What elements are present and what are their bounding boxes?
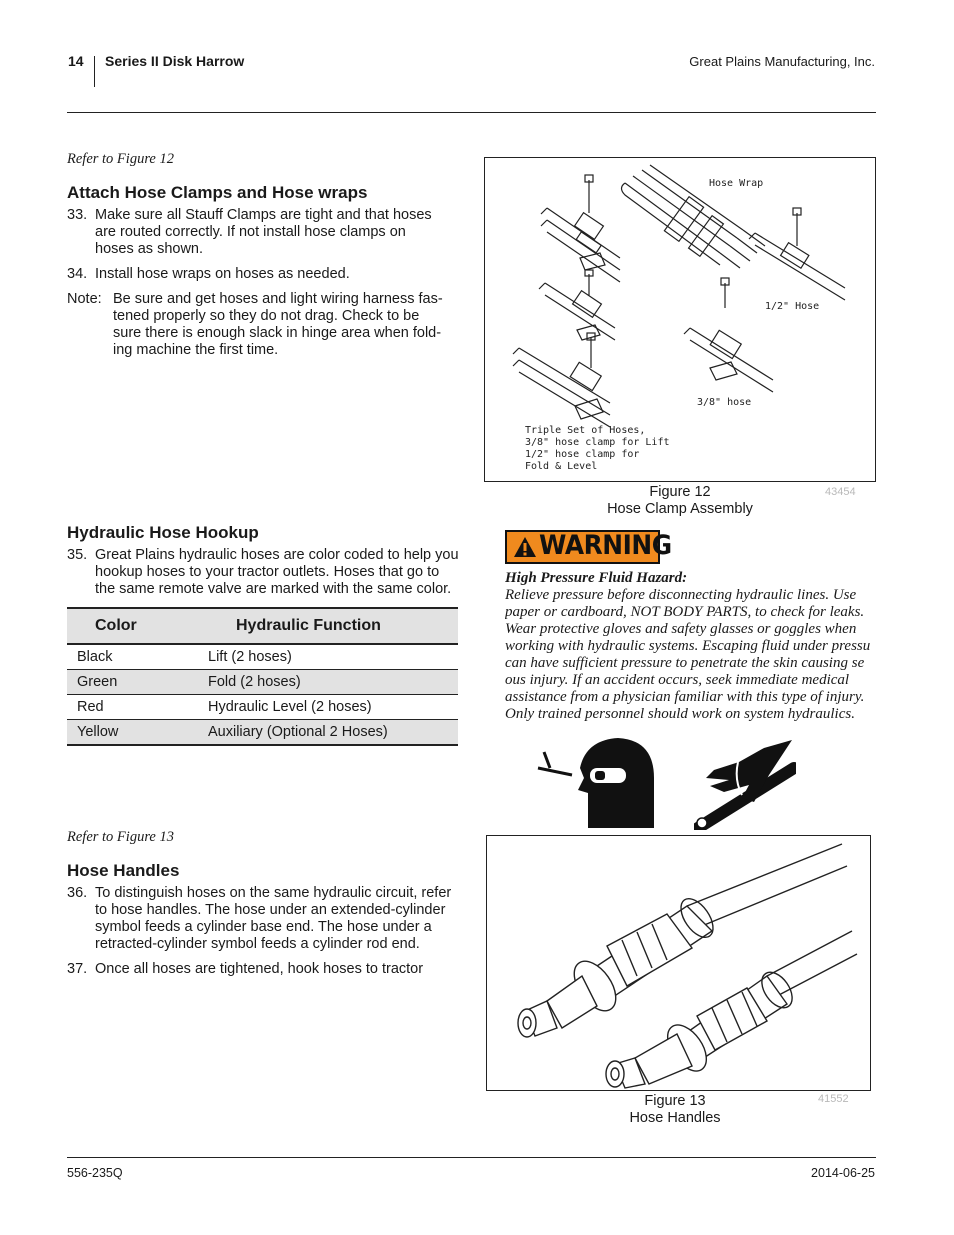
page-number: 14 (68, 53, 84, 69)
table-row: Yellow Auxiliary (Optional 2 Hoses) (67, 720, 458, 746)
document-title: Series II Disk Harrow (105, 53, 245, 69)
warning-badge: WARNING (505, 530, 660, 564)
footer-rule (67, 1157, 876, 1158)
figure-12-caption: Figure 12 Hose Clamp Assembly (607, 484, 753, 517)
figure-12-id: 43454 (825, 486, 856, 498)
svg-text:3/8" hose clamp for Lift: 3/8" hose clamp for Lift (525, 437, 670, 448)
refer-figure-13: Refer to Figure 13 (67, 829, 174, 845)
figure-13-hose-handles (486, 835, 871, 1091)
table-row: Green Fold (2 hoses) (67, 670, 458, 695)
company-name: Great Plains Manufacturing, Inc. (689, 54, 875, 69)
label-hose-wrap: Hose Wrap (709, 178, 764, 189)
hydraulic-color-table (67, 607, 458, 746)
figure-13-id: 41552 (818, 1093, 849, 1105)
table-row: Black Lift (2 hoses) (67, 644, 458, 670)
warning-text: High Pressure Fluid Hazard: Relieve pressure before disconnecting hydraulic lines. Use paper or cardboard, NOT BODY PARTS, to check for leaks. Wear protective gloves and safety glasses or goggles when working with hydraulic systems. Escaping fluid under pressu can have sufficient pressure to penetrate the skin causing se ous injury. If an accident occurs, seek immediate medical assistance from a physician familiar with this type of injury. Only trained personnel should work on system hydraulics. (505, 570, 871, 722)
step-34: 34. Install hose wraps on hoses as needed. (67, 266, 350, 282)
heading-hydraulic-hose-hookup: Hydraulic Hose Hookup (67, 523, 259, 542)
heading-hose-clamps: Attach Hose Clamps and Hose wraps (67, 183, 368, 202)
table-header-row (67, 608, 458, 644)
header-color: Color (67, 608, 208, 644)
figure-12-hose-clamp-assembly (484, 157, 876, 482)
step-37: 37. Once all hoses are tightened, hook hoses to tractor (67, 961, 424, 977)
hand-leak-icon (694, 740, 796, 830)
label-half-hose: 1/2" Hose (765, 301, 820, 312)
header-function: Hydraulic Function (208, 608, 458, 644)
header-divider (94, 56, 95, 87)
doc-number: 556-235Q (67, 1166, 123, 1180)
svg-text:1/2" hose clamp for: 1/2" hose clamp for (525, 449, 640, 460)
hose-handles-drawing (487, 836, 870, 1090)
step-35: 35. Great Plains hydraulic hoses are color coded to help you hookup hoses to your tractor outlets. Hoses that go to the same remote valve are marked with the same color. (67, 547, 459, 597)
heading-hose-handles: Hose Handles (67, 861, 180, 880)
step-36: 36. To distinguish hoses on the same hydraulic circuit, refer to hose handles. The hose under an extended-cylinder symbol feeds a cylinder base end. The hose under a retracted-cylinder symbol feeds a cylinder rod end. (67, 885, 452, 952)
table-row: Red Hydraulic Level (2 hoses) (67, 695, 458, 720)
hose-clamp-drawing (485, 158, 875, 481)
svg-text:Triple Set of Hoses,: Triple Set of Hoses, (525, 425, 646, 436)
label-three-eighths-hose: 3/8" hose (697, 397, 752, 408)
doc-date: 2014-06-25 (811, 1166, 875, 1180)
svg-text:Fold & Level: Fold & Level (525, 461, 598, 472)
figure-13-caption: Figure 13 Hose Handles (629, 1093, 721, 1126)
step-33: 33. Make sure all Stauff Clamps are tight and that hoses are routed correctly. If not install hose clamps on hoses as shown. (67, 207, 432, 257)
header-rule (67, 112, 876, 113)
warning-triangle-icon (513, 536, 537, 558)
eye-protection-icon (536, 738, 658, 828)
note-block: Note: Be sure and get hoses and light wiring harness fas- tened properly so they do not drag. Check to be sure there is enough slack in hinge area when fold- ing machine the first time. (67, 291, 443, 358)
refer-figure-12: Refer to Figure 12 (67, 151, 174, 167)
